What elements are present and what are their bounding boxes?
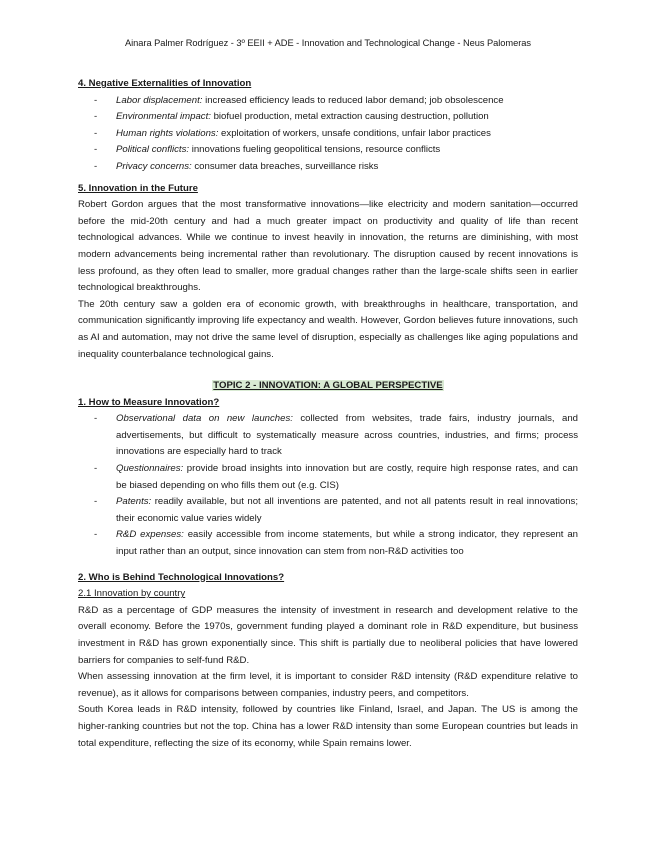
list-item-term: Questionnaires:	[116, 463, 184, 475]
section-title-negative-externalities: 4. Negative Externalities of Innovation	[78, 78, 252, 89]
list-item-term: Patents:	[116, 496, 152, 508]
list-item-term: Labor displacement:	[116, 94, 203, 106]
list-item: - Environmental impact: biofuel production, metal extraction causing destruction, pollution	[94, 111, 489, 123]
list-item-text: easily accessible from income statements, but while a strong indicator, they represent an input rather than an output, since innovation can stem from non-R&D activities too	[116, 529, 579, 558]
list-item-term: Political conflicts:	[116, 144, 190, 156]
list-item: - Questionnaires: provide broad insights into innovation but are costly, require high response rates, and can be biased depending on who fills them out (e.g. CIS)	[94, 463, 578, 491]
topic-title-text: TOPIC 2 - INNOVATION: A GLOBAL PERSPECTIVE	[213, 380, 443, 392]
paragraph: R&D as a percentage of GDP measures the intensity of investment in research and development relative to the overall economy. Before the 1970s, government funding played a dominant role in R&D expenditure, but business investment in R&D has grown exponentially since. This shift is partially due to neoliberal policies that have lowered barriers for companies to self-fund R&D.	[78, 604, 578, 666]
list-item: - Privacy concerns: consumer data breaches, surveillance risks	[94, 160, 379, 172]
list-item: - Observational data on new launches: collected from websites, trade fairs, industry journals, and advertisements, but difficult to systematically measure across countries, industries, and firms; process innovations are especially hard to track	[94, 413, 578, 458]
section-title-innovation-future: 5. Innovation in the Future	[78, 182, 198, 194]
list-item-term: Human rights violations:	[116, 127, 219, 139]
list-item-term: Environmental impact:	[116, 111, 211, 123]
list-item-text: increased efficiency leads to reduced labor demand; job obsolescence	[202, 94, 504, 106]
measure-innovation-list	[78, 411, 578, 560]
list-item: - R&D expenses: easily accessible from income statements, but while a strong indicator, they represent an input rather than an output, since innovation can stem from non-R&D activities too	[94, 529, 579, 558]
topic-title	[78, 378, 578, 395]
paragraph: The 20th century saw a golden era of economic growth, with breakthroughs in healthcare, transportation, and communication significantly improving life expectancy and wealth. However, Gordon believes future innovations, such as AI and automation, may not drive the same level of disruption, especially as challenges like aging populations and inequality counterbalance technological gains.	[78, 298, 578, 360]
list-item-text: consumer data breaches, surveillance risks	[191, 160, 379, 172]
list-item-text: collected from websites, trade fairs, industry journals, and advertisements, but difficult to systematically measure across countries, industries, and firms; process innovations are especially hard to track	[116, 413, 578, 458]
document-page	[78, 36, 578, 752]
list-item-text: innovations fueling geopolitical tensions, resource conflicts	[189, 144, 441, 156]
list-item-term: Observational data on new launches:	[116, 413, 293, 425]
section-title-who-behind-innovations: 2. Who is Behind Technological Innovations?	[78, 571, 285, 583]
list-item: - Labor displacement: increased efficiency leads to reduced labor demand; job obsolescence	[94, 94, 504, 106]
subsection-title-innovation-by-country: 2.1 Innovation by country	[78, 588, 186, 600]
list-item-text: provide broad insights into innovation but are costly, require high response rates, and can be biased depending on who fills them out (e.g. CIS)	[116, 463, 578, 491]
list-item-text: exploitation of workers, unsafe conditions, unfair labor practices	[218, 127, 491, 139]
paragraph: Robert Gordon argues that the most transformative innovations—like electricity and modern sanitation—occurred before the mid-20th century and had a much greater impact on productivity and quality of life than recent technological advances. While we continue to invest heavily in innovation, the returns are diminishing, with most modern advancements being incremental rather than revolutionary. The disruption caused by recent innovations is less profound, as they often lead to smaller, more gradual changes rather than the large-scale shifts seen in earlier technological breakthroughs.	[78, 199, 578, 294]
negative-externalities-list	[78, 93, 578, 176]
list-item-text: readily available, but not all inventions are patented, and not all patents result in real innovations; their economic value varies widely	[116, 496, 578, 524]
list-item-term: Privacy concerns:	[116, 160, 192, 172]
page-header: Ainara Palmer Rodríguez - 3º EEII + ADE - Innovation and Technological Change - Neus Palomeras	[124, 38, 531, 48]
list-item: - Patents: readily available, but not all inventions are patented, and not all patents result in real innovations; their economic value varies widely	[94, 496, 578, 524]
paragraph: South Korea leads in R&D intensity, followed by countries like Finland, Israel, and Japan. The US is among the higher-ranking countries but not the top. China has a lower R&D intensity than some European countries but leads in total expenditure, reflecting the size of its economy, while Spain remains lower.	[78, 704, 578, 749]
list-item: - Political conflicts: innovations fueling geopolitical tensions, resource conflicts	[94, 144, 441, 156]
paragraph: When assessing innovation at the firm level, it is important to consider R&D intensity (R&D expenditure relative to revenue), as it allows for comparisons between companies, industry peers, and competitors.	[78, 671, 578, 699]
list-item-text: biofuel production, metal extraction causing destruction, pollution	[210, 111, 489, 123]
list-item-term: R&D expenses:	[116, 529, 184, 541]
list-item: - Human rights violations: exploitation of workers, unsafe conditions, unfair labor practices	[94, 127, 491, 139]
section-title-measure-innovation: 1. How to Measure Innovation?	[78, 396, 220, 408]
